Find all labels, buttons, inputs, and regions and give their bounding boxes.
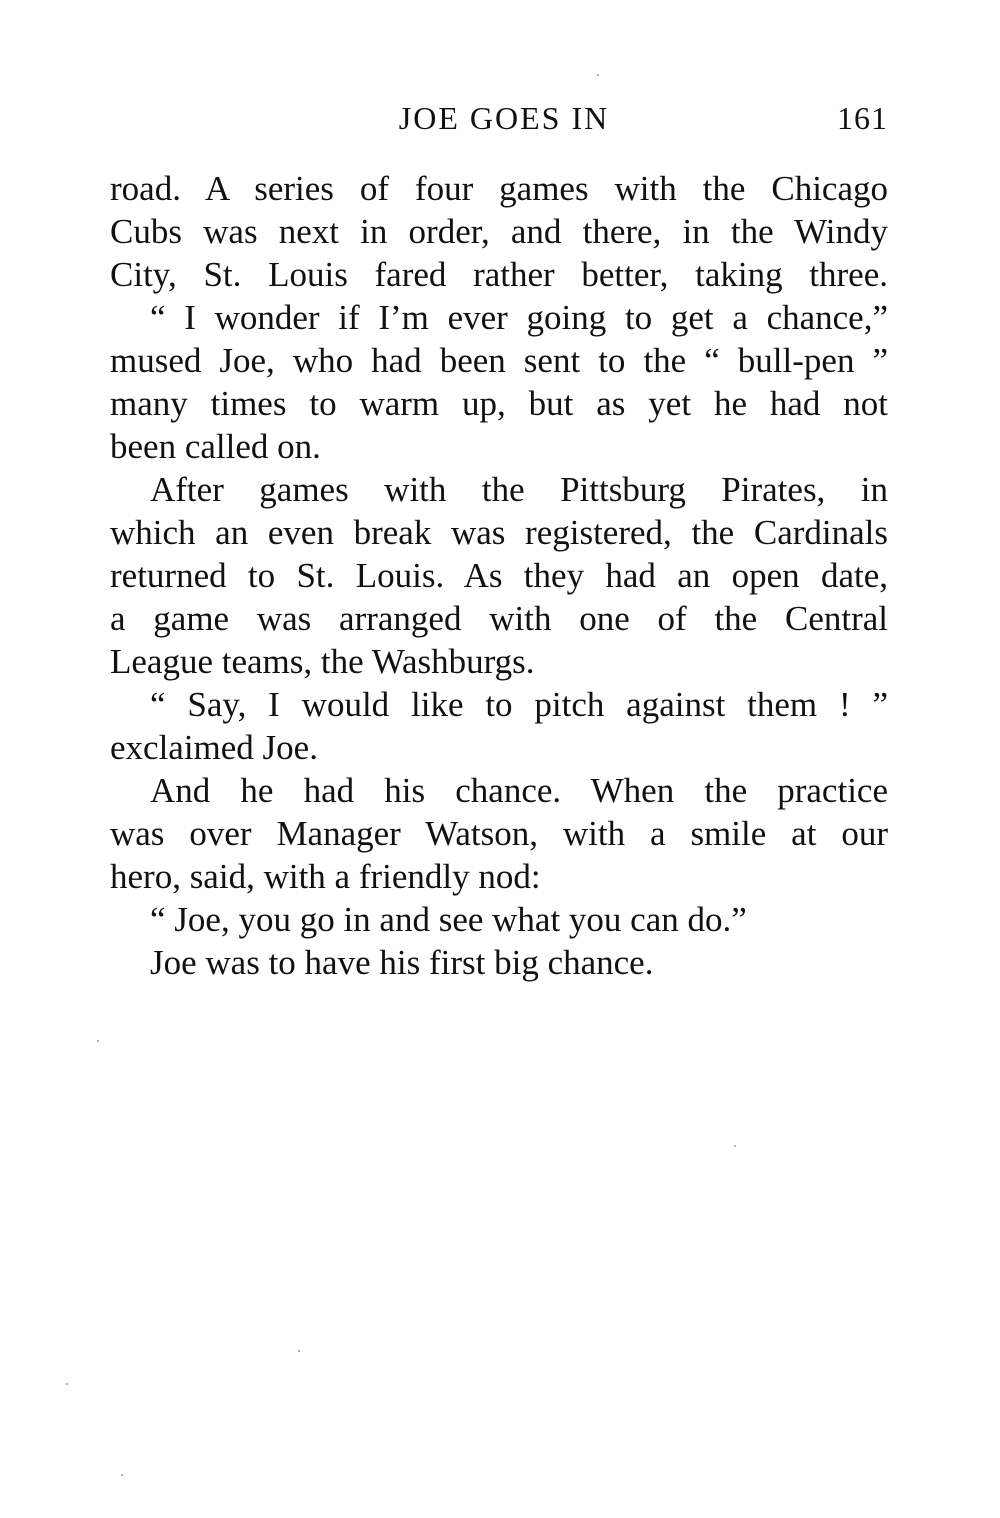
text-line: Joe was to have his first big chance. (150, 943, 654, 982)
paper-speck (66, 1383, 68, 1385)
text-line: “ I wonder if I’m ever going to get a chance,” (150, 298, 888, 337)
paper-speck (597, 74, 599, 76)
text-line: a game was arranged with one of the Central (110, 599, 888, 638)
paper-speck (121, 1474, 123, 1476)
text-line: “ Joe, you go in and see what you can do.” (150, 900, 747, 939)
text-line: mused Joe, who had been sent to the “ bull-pen ” (110, 341, 888, 380)
paper-speck (298, 1350, 300, 1352)
body-text (110, 167, 888, 984)
text-line: many times to warm up, but as yet he had not (110, 384, 888, 423)
text-line: been called on. (110, 427, 321, 466)
text-line: After games with the Pittsburg Pirates, in (150, 470, 888, 509)
text-line: Cubs was next in order, and there, in the Windy (110, 212, 888, 251)
page-number: 161 (837, 100, 888, 136)
text-line: hero, said, with a friendly nod: (110, 857, 541, 896)
text-line: road. A series of four games with the Chicago (110, 169, 888, 208)
text-line: returned to St. Louis. As they had an open date, (110, 556, 888, 595)
text-line: City, St. Louis fared rather better, taking three. (110, 255, 888, 294)
text-line: exclaimed Joe. (110, 728, 318, 767)
text-line: League teams, the Washburgs. (110, 642, 535, 681)
text-line: which an even break was registered, the Cardinals (110, 513, 888, 552)
paper-speck (97, 1040, 99, 1042)
paper-speck (734, 1145, 736, 1147)
running-title: JOE GOES IN (398, 100, 610, 136)
text-line: And he had his chance. When the practice (150, 771, 888, 810)
text-line: was over Manager Watson, with a smile at our (110, 814, 888, 853)
text-line: “ Say, I would like to pitch against them ! ” (150, 685, 888, 724)
running-header (110, 100, 888, 144)
